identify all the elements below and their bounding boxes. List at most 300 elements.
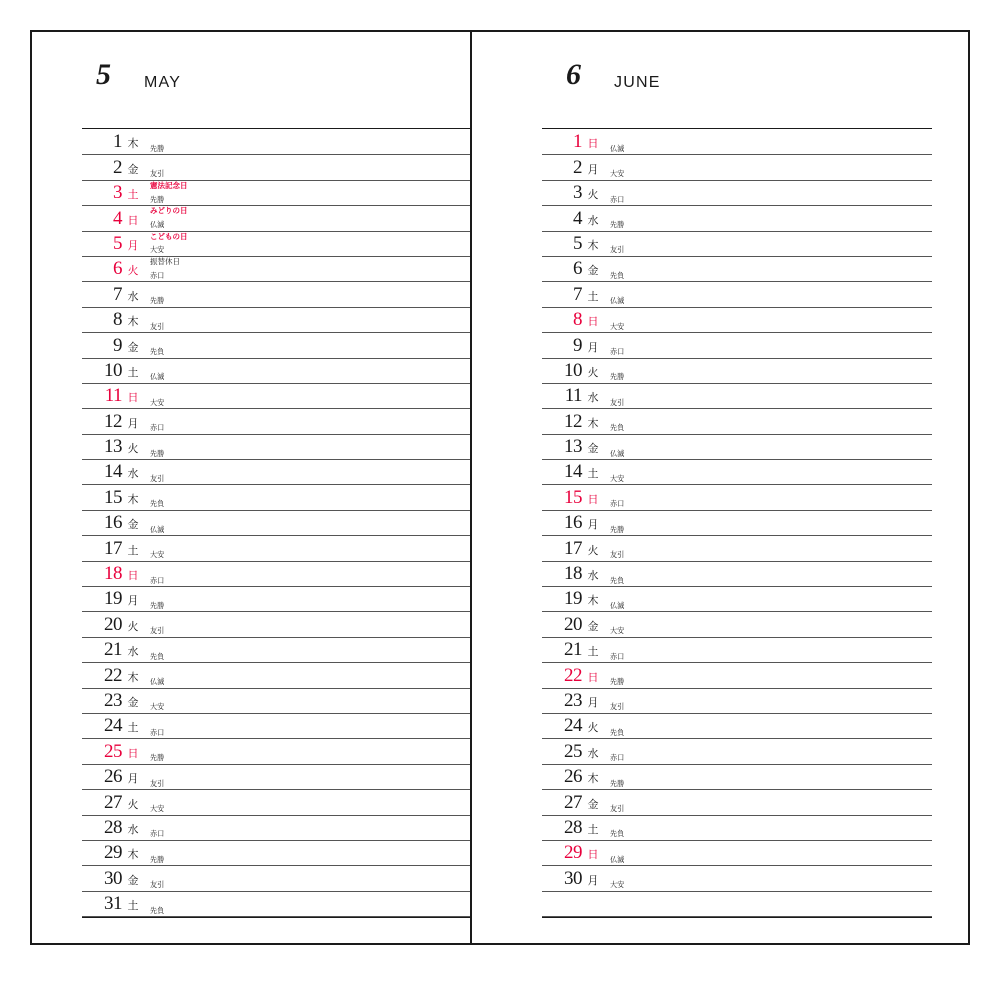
day-of-week: 木	[127, 671, 139, 684]
note-area[interactable]	[604, 790, 932, 814]
day-row[interactable]	[82, 866, 470, 891]
day-of-week: 木	[587, 595, 599, 608]
month-column-june	[502, 32, 972, 947]
day-row[interactable]	[82, 536, 470, 561]
rokuyo-label: 友引	[150, 169, 165, 179]
day-number: 7	[113, 283, 122, 305]
day-number: 3	[113, 182, 122, 204]
day-number: 8	[113, 309, 122, 331]
note-area[interactable]	[604, 536, 932, 560]
day-of-week: 土	[127, 189, 139, 202]
month-header-may	[32, 32, 502, 104]
day-row[interactable]	[82, 587, 470, 612]
day-of-week: 土	[587, 646, 599, 659]
day-row[interactable]	[82, 765, 470, 790]
holiday-label: 振替休日	[150, 256, 180, 266]
note-area[interactable]	[144, 460, 470, 484]
day-row-list-may	[82, 130, 470, 917]
day-number: 17	[104, 537, 122, 559]
note-area[interactable]	[604, 587, 932, 611]
note-area[interactable]	[604, 816, 932, 840]
day-row[interactable]	[542, 562, 932, 587]
day-row[interactable]	[82, 155, 470, 180]
day-row[interactable]	[82, 206, 470, 231]
day-row[interactable]	[82, 739, 470, 764]
day-row-list-june	[542, 130, 932, 917]
rokuyo-label: 仏滅	[610, 448, 625, 458]
day-row[interactable]	[542, 206, 932, 231]
note-area[interactable]	[144, 765, 470, 789]
day-of-week: 火	[127, 798, 139, 811]
note-area[interactable]	[604, 130, 932, 154]
day-number: 25	[564, 740, 582, 762]
rokuyo-label: 友引	[610, 702, 625, 712]
rokuyo-label: 仏滅	[610, 854, 625, 864]
day-row[interactable]	[542, 689, 932, 714]
day-of-week: 木	[587, 239, 599, 252]
day-of-week: 金	[127, 341, 139, 354]
note-area[interactable]	[144, 739, 470, 763]
note-area[interactable]	[144, 130, 470, 154]
day-row[interactable]	[542, 384, 932, 409]
holiday-label: みどりの日	[150, 206, 188, 216]
day-of-week: 月	[127, 417, 139, 430]
day-row[interactable]	[82, 308, 470, 333]
day-of-week: 木	[127, 493, 139, 506]
rokuyo-label: 先負	[610, 423, 625, 433]
note-area[interactable]	[144, 435, 470, 459]
note-area[interactable]	[144, 282, 470, 306]
note-area[interactable]	[604, 612, 932, 636]
day-number: 10	[104, 359, 122, 381]
day-number: 4	[573, 207, 582, 229]
day-row[interactable]	[542, 866, 932, 891]
day-number: 15	[104, 486, 122, 508]
rokuyo-label: 大安	[610, 473, 625, 483]
holiday-label: こどもの日	[150, 231, 188, 241]
note-area[interactable]	[144, 714, 470, 738]
rokuyo-label: 仏滅	[150, 220, 165, 230]
day-row[interactable]	[542, 409, 932, 434]
day-number: 13	[564, 436, 582, 458]
day-of-week: 日	[127, 747, 139, 760]
day-row[interactable]	[82, 181, 470, 206]
note-area[interactable]	[604, 181, 932, 205]
day-number: 13	[104, 436, 122, 458]
rokuyo-label: 大安	[610, 880, 625, 890]
day-number: 31	[104, 893, 122, 915]
month-column-may	[32, 32, 502, 947]
day-row[interactable]	[542, 612, 932, 637]
day-of-week: 木	[127, 849, 139, 862]
note-area[interactable]	[604, 409, 932, 433]
rokuyo-label: 先勝	[610, 677, 625, 687]
day-number: 27	[104, 791, 122, 813]
note-area[interactable]	[144, 587, 470, 611]
note-area[interactable]	[604, 257, 932, 281]
day-of-week: 日	[127, 570, 139, 583]
rokuyo-label: 先勝	[610, 220, 625, 230]
note-area[interactable]	[604, 511, 932, 535]
day-of-week: 火	[587, 544, 599, 557]
day-of-week: 火	[127, 620, 139, 633]
day-number: 18	[564, 563, 582, 585]
note-area[interactable]	[604, 562, 932, 586]
day-of-week: 土	[127, 366, 139, 379]
rokuyo-label: 大安	[150, 702, 165, 712]
planner-sheet	[30, 30, 970, 945]
day-number: 20	[564, 613, 582, 635]
note-area[interactable]	[144, 511, 470, 535]
day-row[interactable]	[82, 562, 470, 587]
day-number: 6	[113, 258, 122, 280]
note-area[interactable]	[144, 892, 470, 916]
day-row[interactable]	[82, 130, 470, 155]
note-area[interactable]	[144, 689, 470, 713]
header-rule	[82, 128, 470, 129]
day-number: 15	[564, 486, 582, 508]
rokuyo-label: 先負	[610, 829, 625, 839]
day-number: 10	[564, 359, 582, 381]
day-row[interactable]	[542, 257, 932, 282]
day-number: 23	[104, 689, 122, 711]
rokuyo-label: 先勝	[610, 372, 625, 382]
day-row[interactable]	[82, 232, 470, 257]
rokuyo-label: 友引	[610, 245, 625, 255]
day-row[interactable]	[542, 282, 932, 307]
rokuyo-label: 赤口	[610, 753, 625, 763]
note-area[interactable]	[144, 384, 470, 408]
day-row[interactable]	[82, 359, 470, 384]
day-row[interactable]	[82, 892, 470, 917]
day-row[interactable]	[82, 435, 470, 460]
rokuyo-label: 仏滅	[610, 296, 625, 306]
day-of-week: 水	[587, 747, 599, 760]
day-row[interactable]	[542, 739, 932, 764]
day-row[interactable]	[82, 384, 470, 409]
note-area[interactable]	[604, 155, 932, 179]
rokuyo-label: 先負	[150, 499, 165, 509]
note-area[interactable]	[144, 206, 470, 230]
note-area[interactable]	[604, 714, 932, 738]
day-row[interactable]	[82, 409, 470, 434]
note-area[interactable]	[144, 663, 470, 687]
note-area[interactable]	[604, 359, 932, 383]
day-number: 1	[573, 131, 582, 153]
day-of-week: 火	[587, 722, 599, 735]
day-of-week: 月	[587, 874, 599, 887]
day-number: 26	[104, 766, 122, 788]
day-of-week: 土	[127, 722, 139, 735]
note-area[interactable]	[144, 562, 470, 586]
day-number: 11	[564, 385, 582, 407]
rokuyo-label: 友引	[610, 550, 625, 560]
note-area[interactable]	[604, 308, 932, 332]
day-row[interactable]	[542, 333, 932, 358]
note-area[interactable]	[144, 232, 470, 256]
day-number: 14	[564, 461, 582, 483]
month-name: MAY	[144, 74, 182, 91]
day-row[interactable]	[542, 663, 932, 688]
day-number: 21	[564, 639, 582, 661]
note-area[interactable]	[604, 892, 932, 916]
day-number: 21	[104, 639, 122, 661]
note-area[interactable]	[604, 206, 932, 230]
note-area[interactable]	[144, 638, 470, 662]
day-row[interactable]	[542, 359, 932, 384]
rokuyo-label: 先勝	[150, 143, 165, 153]
rokuyo-label: 先勝	[610, 524, 625, 534]
rokuyo-label: 大安	[150, 804, 165, 814]
month-name: JUNE	[614, 74, 661, 91]
note-area[interactable]	[144, 536, 470, 560]
note-area[interactable]	[604, 282, 932, 306]
day-number: 30	[104, 867, 122, 889]
rokuyo-label: 大安	[150, 397, 165, 407]
day-of-week: 木	[587, 417, 599, 430]
holiday-label: 憲法記念日	[150, 180, 188, 190]
day-number: 16	[104, 512, 122, 534]
day-of-week: 金	[127, 163, 139, 176]
rokuyo-label: 先勝	[610, 778, 625, 788]
day-of-week: 水	[587, 392, 599, 405]
day-number: 18	[104, 563, 122, 585]
note-area[interactable]	[144, 485, 470, 509]
day-row[interactable]	[542, 181, 932, 206]
day-number	[542, 913, 582, 916]
rokuyo-label: 先勝	[150, 296, 165, 306]
note-area[interactable]	[604, 232, 932, 256]
note-area[interactable]	[144, 841, 470, 865]
rokuyo-label: 友引	[150, 880, 165, 890]
day-row[interactable]	[82, 790, 470, 815]
day-of-week: 日	[587, 671, 599, 684]
day-number: 29	[564, 842, 582, 864]
rokuyo-label: 友引	[610, 397, 625, 407]
day-of-week: 月	[587, 519, 599, 532]
day-row[interactable]	[542, 232, 932, 257]
day-row[interactable]	[542, 485, 932, 510]
rokuyo-label: 大安	[150, 550, 165, 560]
day-number: 27	[564, 791, 582, 813]
day-number: 24	[564, 715, 582, 737]
note-area[interactable]	[144, 181, 470, 205]
note-area[interactable]	[144, 359, 470, 383]
day-number: 22	[104, 664, 122, 686]
rokuyo-label: 先負	[610, 270, 625, 280]
rokuyo-label: 赤口	[150, 727, 165, 737]
day-row[interactable]	[82, 714, 470, 739]
day-row[interactable]	[82, 663, 470, 688]
note-area[interactable]	[144, 308, 470, 332]
day-of-week: 土	[587, 468, 599, 481]
note-area[interactable]	[604, 435, 932, 459]
day-row[interactable]	[542, 841, 932, 866]
day-of-week: 水	[587, 214, 599, 227]
day-row[interactable]	[542, 892, 932, 917]
footer-rule	[82, 917, 470, 918]
day-of-week: 金	[587, 265, 599, 278]
day-number: 28	[104, 816, 122, 838]
day-row[interactable]	[542, 155, 932, 180]
day-number: 7	[573, 283, 582, 305]
note-area[interactable]	[604, 460, 932, 484]
day-row[interactable]	[82, 282, 470, 307]
day-of-week: 金	[587, 798, 599, 811]
day-of-week: 水	[127, 290, 139, 303]
day-of-week: 木	[127, 138, 139, 151]
day-number: 8	[573, 309, 582, 331]
note-area[interactable]	[144, 790, 470, 814]
day-row[interactable]	[82, 816, 470, 841]
day-of-week: 水	[587, 570, 599, 583]
day-number: 25	[104, 740, 122, 762]
day-row[interactable]	[542, 130, 932, 155]
day-row[interactable]	[82, 612, 470, 637]
note-area[interactable]	[144, 155, 470, 179]
day-of-week: 金	[587, 443, 599, 456]
note-area[interactable]	[144, 866, 470, 890]
day-row[interactable]	[542, 308, 932, 333]
rokuyo-label: 赤口	[150, 575, 165, 585]
day-row[interactable]	[542, 587, 932, 612]
note-area[interactable]	[144, 333, 470, 357]
header-rule	[542, 128, 932, 129]
rokuyo-label: 大安	[610, 169, 625, 179]
rokuyo-label: 赤口	[150, 423, 165, 433]
day-of-week: 土	[127, 900, 139, 913]
day-number: 5	[573, 232, 582, 254]
rokuyo-label: 友引	[150, 778, 165, 788]
rokuyo-label: 友引	[150, 626, 165, 636]
day-number: 12	[564, 410, 582, 432]
day-row[interactable]	[542, 460, 932, 485]
day-number: 3	[573, 182, 582, 204]
day-of-week: 火	[127, 443, 139, 456]
rokuyo-label: 赤口	[610, 499, 625, 509]
day-row[interactable]	[82, 460, 470, 485]
note-area[interactable]	[604, 689, 932, 713]
note-area[interactable]	[144, 257, 470, 281]
day-of-week: 日	[587, 493, 599, 506]
note-area[interactable]	[604, 739, 932, 763]
day-row[interactable]	[542, 790, 932, 815]
note-area[interactable]	[604, 663, 932, 687]
day-number: 19	[104, 588, 122, 610]
day-number: 24	[104, 715, 122, 737]
day-of-week: 月	[587, 341, 599, 354]
rokuyo-label: 友引	[150, 473, 165, 483]
day-of-week: 土	[127, 544, 139, 557]
day-of-week: 火	[587, 189, 599, 202]
day-row[interactable]	[82, 638, 470, 663]
day-of-week: 月	[587, 696, 599, 709]
note-area[interactable]	[604, 841, 932, 865]
rokuyo-label: 先負	[150, 347, 165, 357]
day-of-week: 水	[127, 646, 139, 659]
note-area[interactable]	[604, 333, 932, 357]
note-area[interactable]	[604, 384, 932, 408]
day-number: 23	[564, 689, 582, 711]
day-number: 26	[564, 766, 582, 788]
day-row[interactable]	[82, 841, 470, 866]
book-spine	[470, 30, 472, 945]
rokuyo-label: 赤口	[610, 347, 625, 357]
rokuyo-label: 大安	[150, 245, 165, 255]
day-of-week: 水	[127, 468, 139, 481]
day-row[interactable]	[542, 511, 932, 536]
day-number: 17	[564, 537, 582, 559]
day-number: 14	[104, 461, 122, 483]
day-of-week: 木	[587, 773, 599, 786]
month-number: 6	[566, 58, 581, 91]
note-area[interactable]	[604, 638, 932, 662]
day-number: 16	[564, 512, 582, 534]
rokuyo-label: 友引	[150, 321, 165, 331]
day-of-week: 日	[587, 316, 599, 329]
day-number: 20	[104, 613, 122, 635]
day-row[interactable]	[542, 435, 932, 460]
day-row[interactable]	[542, 638, 932, 663]
rokuyo-label: 先負	[610, 575, 625, 585]
rokuyo-label: 先勝	[150, 854, 165, 864]
note-area[interactable]	[144, 816, 470, 840]
note-area[interactable]	[604, 866, 932, 890]
rokuyo-label: 先負	[150, 905, 165, 915]
day-of-week: 日	[127, 214, 139, 227]
day-of-week: 水	[127, 823, 139, 836]
day-row[interactable]	[542, 816, 932, 841]
day-row[interactable]	[542, 714, 932, 739]
day-number: 28	[564, 816, 582, 838]
note-area[interactable]	[604, 485, 932, 509]
day-row[interactable]	[82, 257, 470, 282]
rokuyo-label: 大安	[610, 321, 625, 331]
day-of-week: 月	[127, 239, 139, 252]
day-of-week: 月	[127, 773, 139, 786]
rokuyo-label: 仏滅	[610, 600, 625, 610]
day-row[interactable]	[542, 765, 932, 790]
day-number: 4	[113, 207, 122, 229]
rokuyo-label: 先勝	[150, 194, 165, 204]
day-row[interactable]	[82, 511, 470, 536]
rokuyo-label: 仏滅	[610, 143, 625, 153]
day-of-week: 土	[587, 290, 599, 303]
note-area[interactable]	[604, 765, 932, 789]
day-number: 11	[104, 385, 122, 407]
day-of-week: 金	[587, 620, 599, 633]
day-of-week: 火	[587, 366, 599, 379]
day-of-week: 日	[587, 138, 599, 151]
day-row[interactable]	[82, 333, 470, 358]
rokuyo-label: 仏滅	[150, 372, 165, 382]
day-of-week: 月	[587, 163, 599, 176]
rokuyo-label: 先負	[610, 727, 625, 737]
note-area[interactable]	[144, 409, 470, 433]
day-of-week: 月	[127, 595, 139, 608]
day-number: 5	[113, 232, 122, 254]
note-area[interactable]	[144, 612, 470, 636]
day-row[interactable]	[542, 536, 932, 561]
day-of-week: 金	[127, 874, 139, 887]
day-row[interactable]	[82, 485, 470, 510]
day-number: 19	[564, 588, 582, 610]
day-of-week: 火	[127, 265, 139, 278]
day-number: 1	[113, 131, 122, 153]
day-row[interactable]	[82, 689, 470, 714]
rokuyo-label: 友引	[610, 804, 625, 814]
day-of-week: 木	[127, 316, 139, 329]
